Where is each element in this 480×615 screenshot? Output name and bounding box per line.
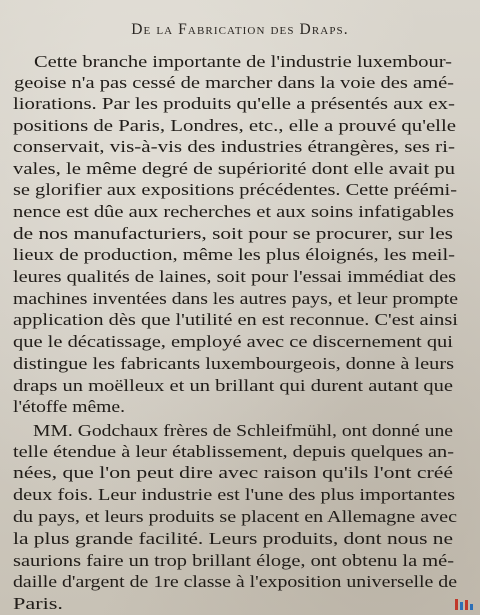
text-line: la plus grande facilité. Leurs produits, dont nous ne <box>13 529 453 548</box>
text-line: se glorifier aux expositions précédentes. Cette préémi- <box>13 180 457 199</box>
text-line: liorations. Par les produits qu'elle a présentés aux ex- <box>13 94 455 113</box>
text-line: positions de Paris, Londres, etc., elle a prouvé qu'elle <box>13 116 456 135</box>
text-line: leures qualités de laines, soit pour l'essai immédiat des <box>13 267 457 286</box>
text-line: nées, que l'on peut dire avec raison qu'ils l'ont créé <box>13 463 453 482</box>
text-line: draps un moëlleux et un brillant qui durent autant que <box>13 376 454 395</box>
text-line: machines inventées dans les autres pays, et leur prompte <box>13 289 459 308</box>
text-line: Cette branche importante de l'industrie luxembour- <box>34 52 453 71</box>
text-line: Paris. <box>13 594 64 613</box>
text-line: lieux de production, même les plus éloignés, les meil- <box>13 245 456 264</box>
text-line: deux fois. Leur industrie est l'une des plus importantes <box>13 485 455 504</box>
text-line: du pays, et leurs produits se placent en Allemagne avec <box>13 507 458 526</box>
text-line: daille d'argent de 1re classe à l'exposition universelle de <box>13 572 458 591</box>
text-line: vales, le même degré de supériorité dont elle avait pu <box>13 159 456 178</box>
text-line: telle étendue à leur établissement, depuis quelques an- <box>13 442 454 461</box>
text-line: nence est dûe aux recherches et aux soins infatigables <box>13 202 455 221</box>
text-line: application dès que l'utilité en est reconnue. C'est ainsi <box>13 310 458 329</box>
text-line: de nos manufacturiers, soit pour se procurer, sur les <box>13 224 453 243</box>
text-line: distingue les fabricants luxembourgeois, donne à leurs <box>13 354 454 373</box>
text-line: conservait, vis-à-vis des industries étrangères, ses ri- <box>13 137 455 156</box>
text-line: l'étoffe même. <box>13 397 126 416</box>
text-line: saurions faire un trop brillant éloge, ont obtenu la mé- <box>13 551 454 570</box>
text-line: geoise n'a pas cessé de marcher dans la voie des amé- <box>14 73 455 92</box>
text-line: que le décatissage, employé avec ce discernement qui <box>13 332 453 351</box>
page-heading: De la Fabrication des Draps. <box>131 21 349 38</box>
text-line: MM. Godchaux frères de Schleifmühl, ont donné une <box>33 421 453 440</box>
corner-logo-icon <box>454 597 476 611</box>
